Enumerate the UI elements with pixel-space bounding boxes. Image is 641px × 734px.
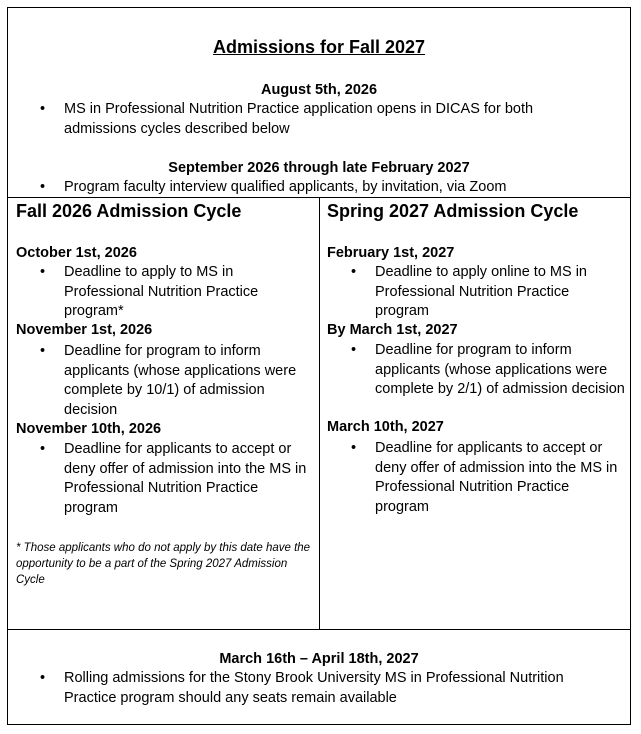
fall-bullet-2-text: Deadline for program to inform applicants (whose applications were complete by 10/1) of admission decision xyxy=(64,343,297,418)
bullet-icon: • xyxy=(40,179,46,195)
column-divider xyxy=(319,197,320,629)
fall-footnote: * Those applicants who do not apply by this date have the opportunity to be a part of the Spring 2027 Admission Cycle xyxy=(16,542,311,586)
rolling-bullet-text: Rolling admissions for the Stony Brook University MS in Professional Nutrition Practice program should any seats remain available xyxy=(64,670,564,706)
spring-date-3: March 10th, 2027 xyxy=(327,419,444,435)
fall-date-3: November 10th, 2026 xyxy=(16,421,162,437)
fall-bullet-3-text: Deadline for applicants to accept or deny offer of admission into the MS in Professional Nutrition Practice program xyxy=(64,441,307,516)
intro-date-1: August 5th, 2026 xyxy=(260,82,378,98)
fall-cycle-heading: Fall 2026 Admission Cycle xyxy=(16,201,242,221)
bullet-icon: • xyxy=(40,670,46,686)
bullet-icon: • xyxy=(40,441,46,457)
intro-bullet-2 xyxy=(40,178,604,198)
divider xyxy=(8,629,630,630)
fall-date-2: November 1st, 2026 xyxy=(16,322,153,338)
spring-bullet-1 xyxy=(351,263,615,322)
bullet-icon: • xyxy=(40,264,46,280)
intro-bullet-2-text: Program faculty interview qualified applicants, by invitation, via Zoom xyxy=(64,179,507,195)
spring-date-2: By March 1st, 2027 xyxy=(327,322,458,338)
bullet-icon: • xyxy=(351,342,357,358)
spring-bullet-3 xyxy=(351,439,625,517)
spring-bullet-2 xyxy=(351,341,625,400)
fall-date-1: October 1st, 2026 xyxy=(16,245,137,261)
fall-bullet-3 xyxy=(40,440,314,518)
bullet-icon: • xyxy=(40,101,46,117)
rolling-date: March 16th – April 18th, 2027 xyxy=(219,651,419,667)
page-title: Admissions for Fall 2027 xyxy=(212,37,426,57)
spring-bullet-1-text: Deadline to apply online to MS in Professional Nutrition Practice program xyxy=(375,264,587,319)
fall-bullet-1-text: Deadline to apply to MS in Professional Nutrition Practice program* xyxy=(64,264,259,319)
bullet-icon: • xyxy=(40,343,46,359)
spring-date-1: February 1st, 2027 xyxy=(327,245,455,261)
fall-bullet-1 xyxy=(40,263,304,322)
intro-bullet-1 xyxy=(40,100,584,139)
bullet-icon: • xyxy=(351,264,357,280)
spring-cycle-heading: Spring 2027 Admission Cycle xyxy=(327,201,579,221)
spring-bullet-3-text: Deadline for applicants to accept or deny offer of admission into the MS in Professional Nutrition Practice program xyxy=(375,440,618,515)
intro-bullet-1-text: MS in Professional Nutrition Practice application opens in DICAS for both admissions cycles described below xyxy=(64,101,534,137)
admissions-table xyxy=(7,7,631,725)
spring-bullet-2-text: Deadline for program to inform applicants (whose applications were complete by 2/1) of admission decision xyxy=(375,342,625,397)
intro-date-2: September 2026 through late February 2027 xyxy=(168,160,470,176)
fall-bullet-2 xyxy=(40,342,304,420)
bullet-icon: • xyxy=(351,440,357,456)
rolling-bullet xyxy=(40,669,604,708)
